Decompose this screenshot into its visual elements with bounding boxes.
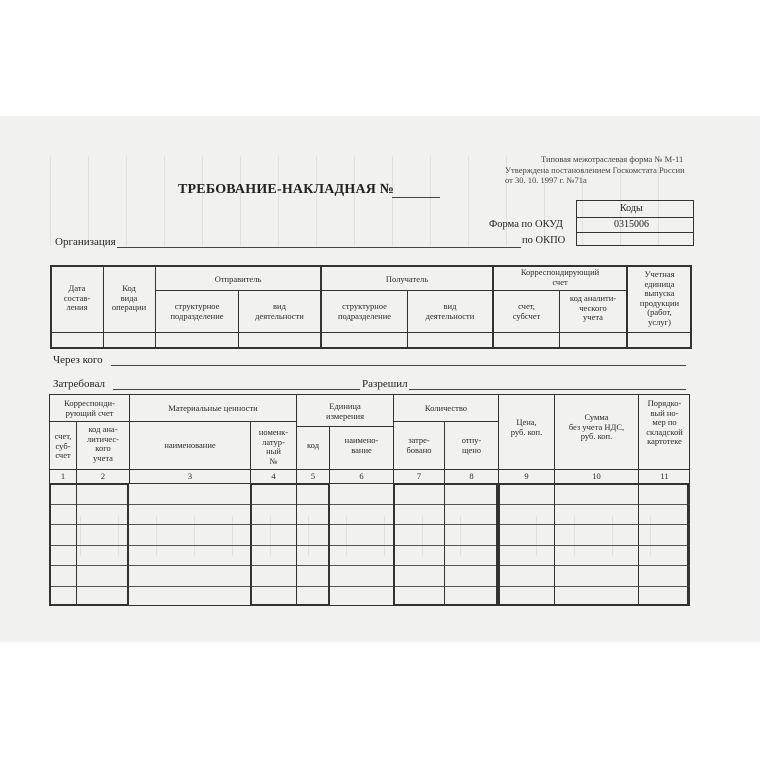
requested-label: Затребовал [53,378,106,390]
table-rule [129,421,296,422]
col-sum: Сумма без учета НДС, руб. коп. [568,412,625,441]
col-unit: Единица измерения [326,401,364,421]
okud-code: 0315006 [614,219,649,230]
body-frame-cols-9-11 [498,483,689,606]
col-number: 2 [100,471,106,481]
permitted-label: Разрешил [362,378,408,390]
col-number: 7 [416,471,422,481]
col-released: отпу- щено [461,435,482,455]
organization-label: Организация [55,236,116,248]
approval-line-2: от 30. 10. 1997 г. №71а [505,175,587,185]
body-frame-cols-7-8 [393,483,498,606]
table-rule [498,395,499,483]
col-number: 10 [592,471,601,481]
page-title: ТРЕБОВАНИЕ-НАКЛАДНАЯ № [178,182,395,197]
table-rule [393,421,498,422]
col-unit-of-account: Учетная единица выпуска продукции (работ, услуг) [639,269,680,327]
body-frame-col-4 [250,483,330,606]
col-analytic-code-main: код ана- литичес- кого учета [87,424,119,463]
table-rule [155,290,626,291]
col-number: 1 [60,471,66,481]
table-rule [296,426,393,427]
col-sender-subdivision: структурное подразделение [170,301,224,321]
col-corr-account-main: Корреспонди- рующий счет [64,398,115,418]
col-date: Дата состав- ления [63,283,91,312]
col-number: 3 [187,471,193,481]
col-card-number: Порядко- вый но- мер по складской картотеке [646,398,683,446]
table-rule [49,421,129,422]
through-whom-label: Через кого [53,354,103,366]
table-rule [49,469,690,470]
col-analytic-code: код аналити- ческого учета [569,293,617,322]
col-quantity: Количество [424,403,468,413]
permitted-field[interactable] [409,389,686,390]
col-code: код [306,440,320,450]
col-name: наименование [164,440,216,450]
requested-field[interactable] [113,389,360,390]
col-number: 6 [359,471,364,481]
codes-divider [576,217,694,218]
col-operation-code: Код вида операции [111,283,147,312]
col-number: 4 [271,471,276,481]
col-number: 11 [660,471,669,481]
col-nomenclature-number: номенк- латур- ный № [258,427,289,466]
col-recipient: Получатель [385,274,429,284]
col-recipient-activity: вид деятельности [425,301,475,321]
approval-line-1: Утверждена постановлением Госкомстата России [505,165,685,175]
col-account-subaccount: счет, субсчет [512,301,541,321]
okpo-label: по ОКПО [522,235,566,246]
col-price: Цена, руб. коп. [510,417,543,437]
okud-label: Форма по ОКУД [489,219,563,230]
document-number-field[interactable] [392,197,440,198]
codes-divider [576,232,694,233]
col-number: 5 [310,471,316,481]
col-sender: Отправитель [214,274,262,284]
table-rule [51,332,691,333]
col-account: счет, суб- счет [54,431,72,460]
body-frame-cols-1-2 [49,483,129,606]
col-requested: затре- бовано [406,435,432,455]
col-corr-account: Корреспондирующий счет [520,267,600,287]
form-standard-label: Типовая межотраслевая форма № М-11 [541,154,684,164]
col-number: 8 [469,471,474,481]
organization-field[interactable] [117,247,521,248]
col-materials: Материальные ценности [168,403,258,413]
through-whom-field[interactable] [111,365,686,366]
col-sender-activity: вид деятельности [255,301,304,321]
col-number: 9 [524,471,529,481]
codes-label: Коды [620,203,643,214]
col-recipient-subdivision: структурное подразделение [337,301,392,321]
col-unit-name: наимено- вание [344,435,379,455]
